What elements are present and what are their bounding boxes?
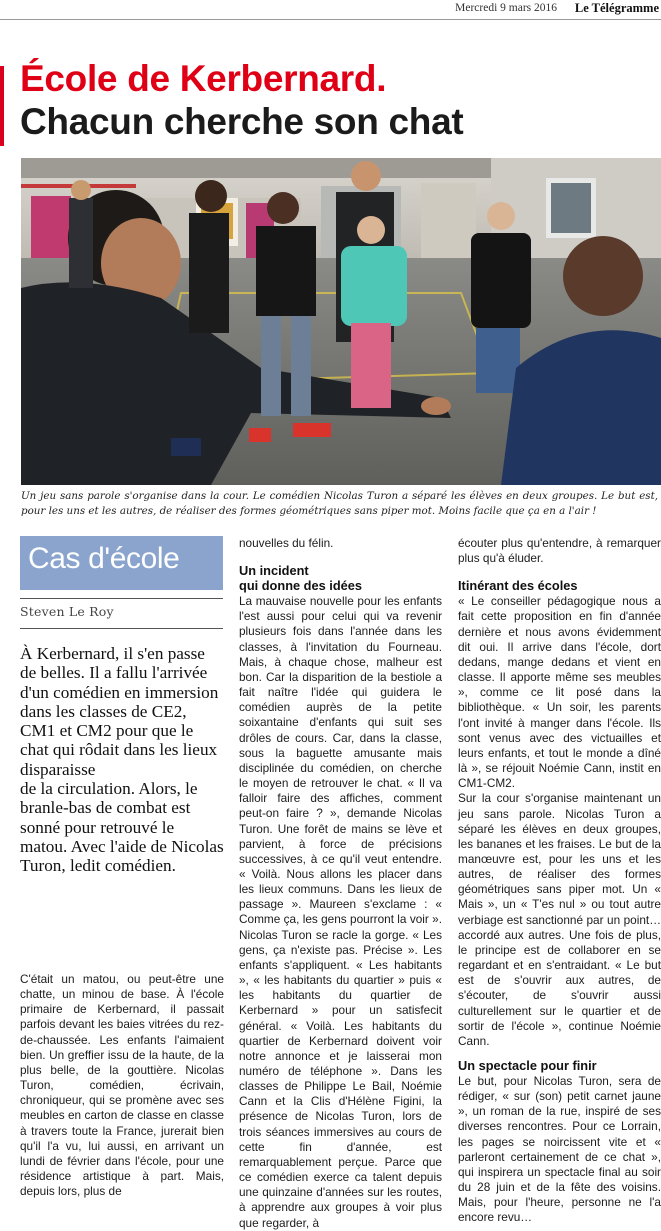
body-paragraph: La mauvaise nouvelle pour les enfants l'est aussi pour celui qui va revenir plusieurs fois dans l'année dans les classes, à l'invitation du Fourneau. Mais, à chaque chose, malheur est bon. Car la disparition de la bestiole a fait naître l'idée qui guidera le comédien auprès de la petite soixantaine d'enfants qui suit ses drôles de cours. Car, dans la classe, sous la baguette amusante mais disciplinée du comédien, on cherche le moyen de retrouver le chat. « Il va falloir faire des affiches, comment peut-on faire ? », demande Nicolas Turon. Une forêt de mains se lève et parvient, à force de précisions successives, à ce qu'il veut entendre. « Voilà. Nous allons les placer dans les lieux communs. Dans les lieux de passage ». Maureen s'exclame : « Comme ça, les gens pourront la voir ». Nicolas Turon se racle la gorge. « Les gens, ça n'existe pas. Précise ». Les enfants s'appliquent. « Les habitants », « les habitants du quartier » puis « les habitants du quartier de Kerbernard » pour un satisfecit général. « Voilà. Les habitants du quartier de Kerbernard doivent voir notre annonce et je laisserai mon numéro de téléphone ». Dans les classes de Philippe Le Bail, Noémie Cann et la Clis d'Hélène Figini, la présence de Nicolas Turon, lors de trois séances immersives au cours de cette fin d'année, est remarquablement perçue. Parce que ce comédien exerce ca talent depuis une quinzaine d'années sur les routes, à apprendre aux groupes à voir plus que regarder, à [239, 594, 442, 1230]
body-paragraph: « Le conseiller pédagogique nous a fait cette proposition en fin d'année dernière et nous avons évidemment dit oui. Il arrive dans l'école, dort dedans, mange dedans et vient en classe. Il apporte même ses meubles », comme ce lit posé dans la bibliothèque. « Un soir, les parents l'ont invité à manger dans l'école. Ils sont venus avec des victuailles et leurs enfants, et tout le monde a dîné là », se réjouit Noémie Cann, instit en CM1-CM2. [458, 594, 661, 791]
publication-date: Mercredi 9 mars 2016 [455, 2, 557, 14]
subheading-itinerant: Itinérant des écoles [458, 578, 578, 594]
body-column-2 [239, 536, 442, 1231]
title-accent-bar [0, 66, 4, 146]
subheading-line: qui donne des idées [239, 578, 363, 594]
newspaper-name: Le Télégramme [574, 1, 659, 15]
body-column-1 [20, 972, 224, 1199]
body-paragraph: C'était un matou, ou peut-être une chatte, un minou de base. À l'école primaire de Kerbernard, il passait parfois devant les baies vitrées du rez-de-chaussée. Les enfants l'aimaient bien. Un greffier issu de la haute, de la plus belle, de la gouttière. Nicolas Turon, comédien, écrivain, chroniqueur, qui se promène avec ses meubles en carton de classe en classe à travers toute la France, jurerait bien qu'il l'a vu, lui aussi, en arrivant un lundi de février dans l'école, pour une résidence artistique à part. Mais, depuis lors, plus de [20, 972, 224, 1199]
byline-top-rule [20, 598, 223, 599]
article-photo [21, 158, 661, 485]
body-paragraph: écouter plus qu'entendre, à remarquer plus qu'à éluder. [458, 536, 661, 566]
author-byline: Steven Le Roy [20, 604, 114, 619]
byline-bottom-rule [20, 628, 223, 629]
body-paragraph: nouvelles du félin. [239, 536, 334, 550]
subheading-spectacle: Un spectacle pour finir [458, 1058, 597, 1073]
subheading-incident [239, 563, 442, 593]
body-paragraph: Sur la cour s'organise maintenant un jeu sans parole. Nicolas Turon a séparé les élèves en deux groupes, les bananes et les fraises. Le but de la manœuvre est, pour les uns et les autres, de réaliser des formes géométriques sans piper mot. Un « Mais », un « T'es nul » ou tout autre verbiage est sanctionné par un point… accordé aux autres. Une fois de plus, le principe est de collaborer en se regardant et en s'entraidant. « Le but est de s'ouvrir aux autres, de s'écouter, de s'ouvrir aussi culturellement sur le quartier et de sortir de l'école », continue Noémie Cann. [458, 791, 661, 1048]
newspaper-header-bar [0, 0, 661, 20]
body-column-3 [458, 536, 661, 1226]
section-label-box [20, 536, 223, 590]
body-paragraph: Le but, pour Nicolas Turon, sera de rédiger, « sur (son) petit carnet jaune », un roman de la rue, inspiré de ses diverses rencontres. Pour ce Lorrain, les pages se noircissent vite et « parleront certainement de ce chat », qui inspirera un spectacle final au soir du 28 juin et de la fête des voisins. Mais, pour l'heure, personne ne l'a encore revu… [458, 1074, 661, 1225]
subheading-line: Un incident [239, 563, 309, 579]
section-label: Cas d'école [28, 542, 180, 575]
article-lede: À Kerbernard, il s'en passe de belles. Il a fallu l'arrivée d'un comédien en immersion dans les classes de CE2, CM1 et CM2 pour que le chat qui rôdait dans les lieux disparaisse de la circulation. Alors, le branle-bas de combat est sonné pour retrouvé le matou. Avec l'aide de Nicolas Turon, ledit comédien. [20, 644, 224, 876]
headline: Chacun cherche son chat [20, 101, 464, 142]
photo-caption: Un jeu sans parole s'organise dans la cour. Le comédien Nicolas Turon a séparé les élèves en deux groupes. Le but est, pour les uns et les autres, de réaliser des formes géométriques sans piper mot. Moins facile que ça en a l'air ! [21, 490, 658, 517]
headline-kicker: École de Kerbernard. [20, 58, 387, 99]
